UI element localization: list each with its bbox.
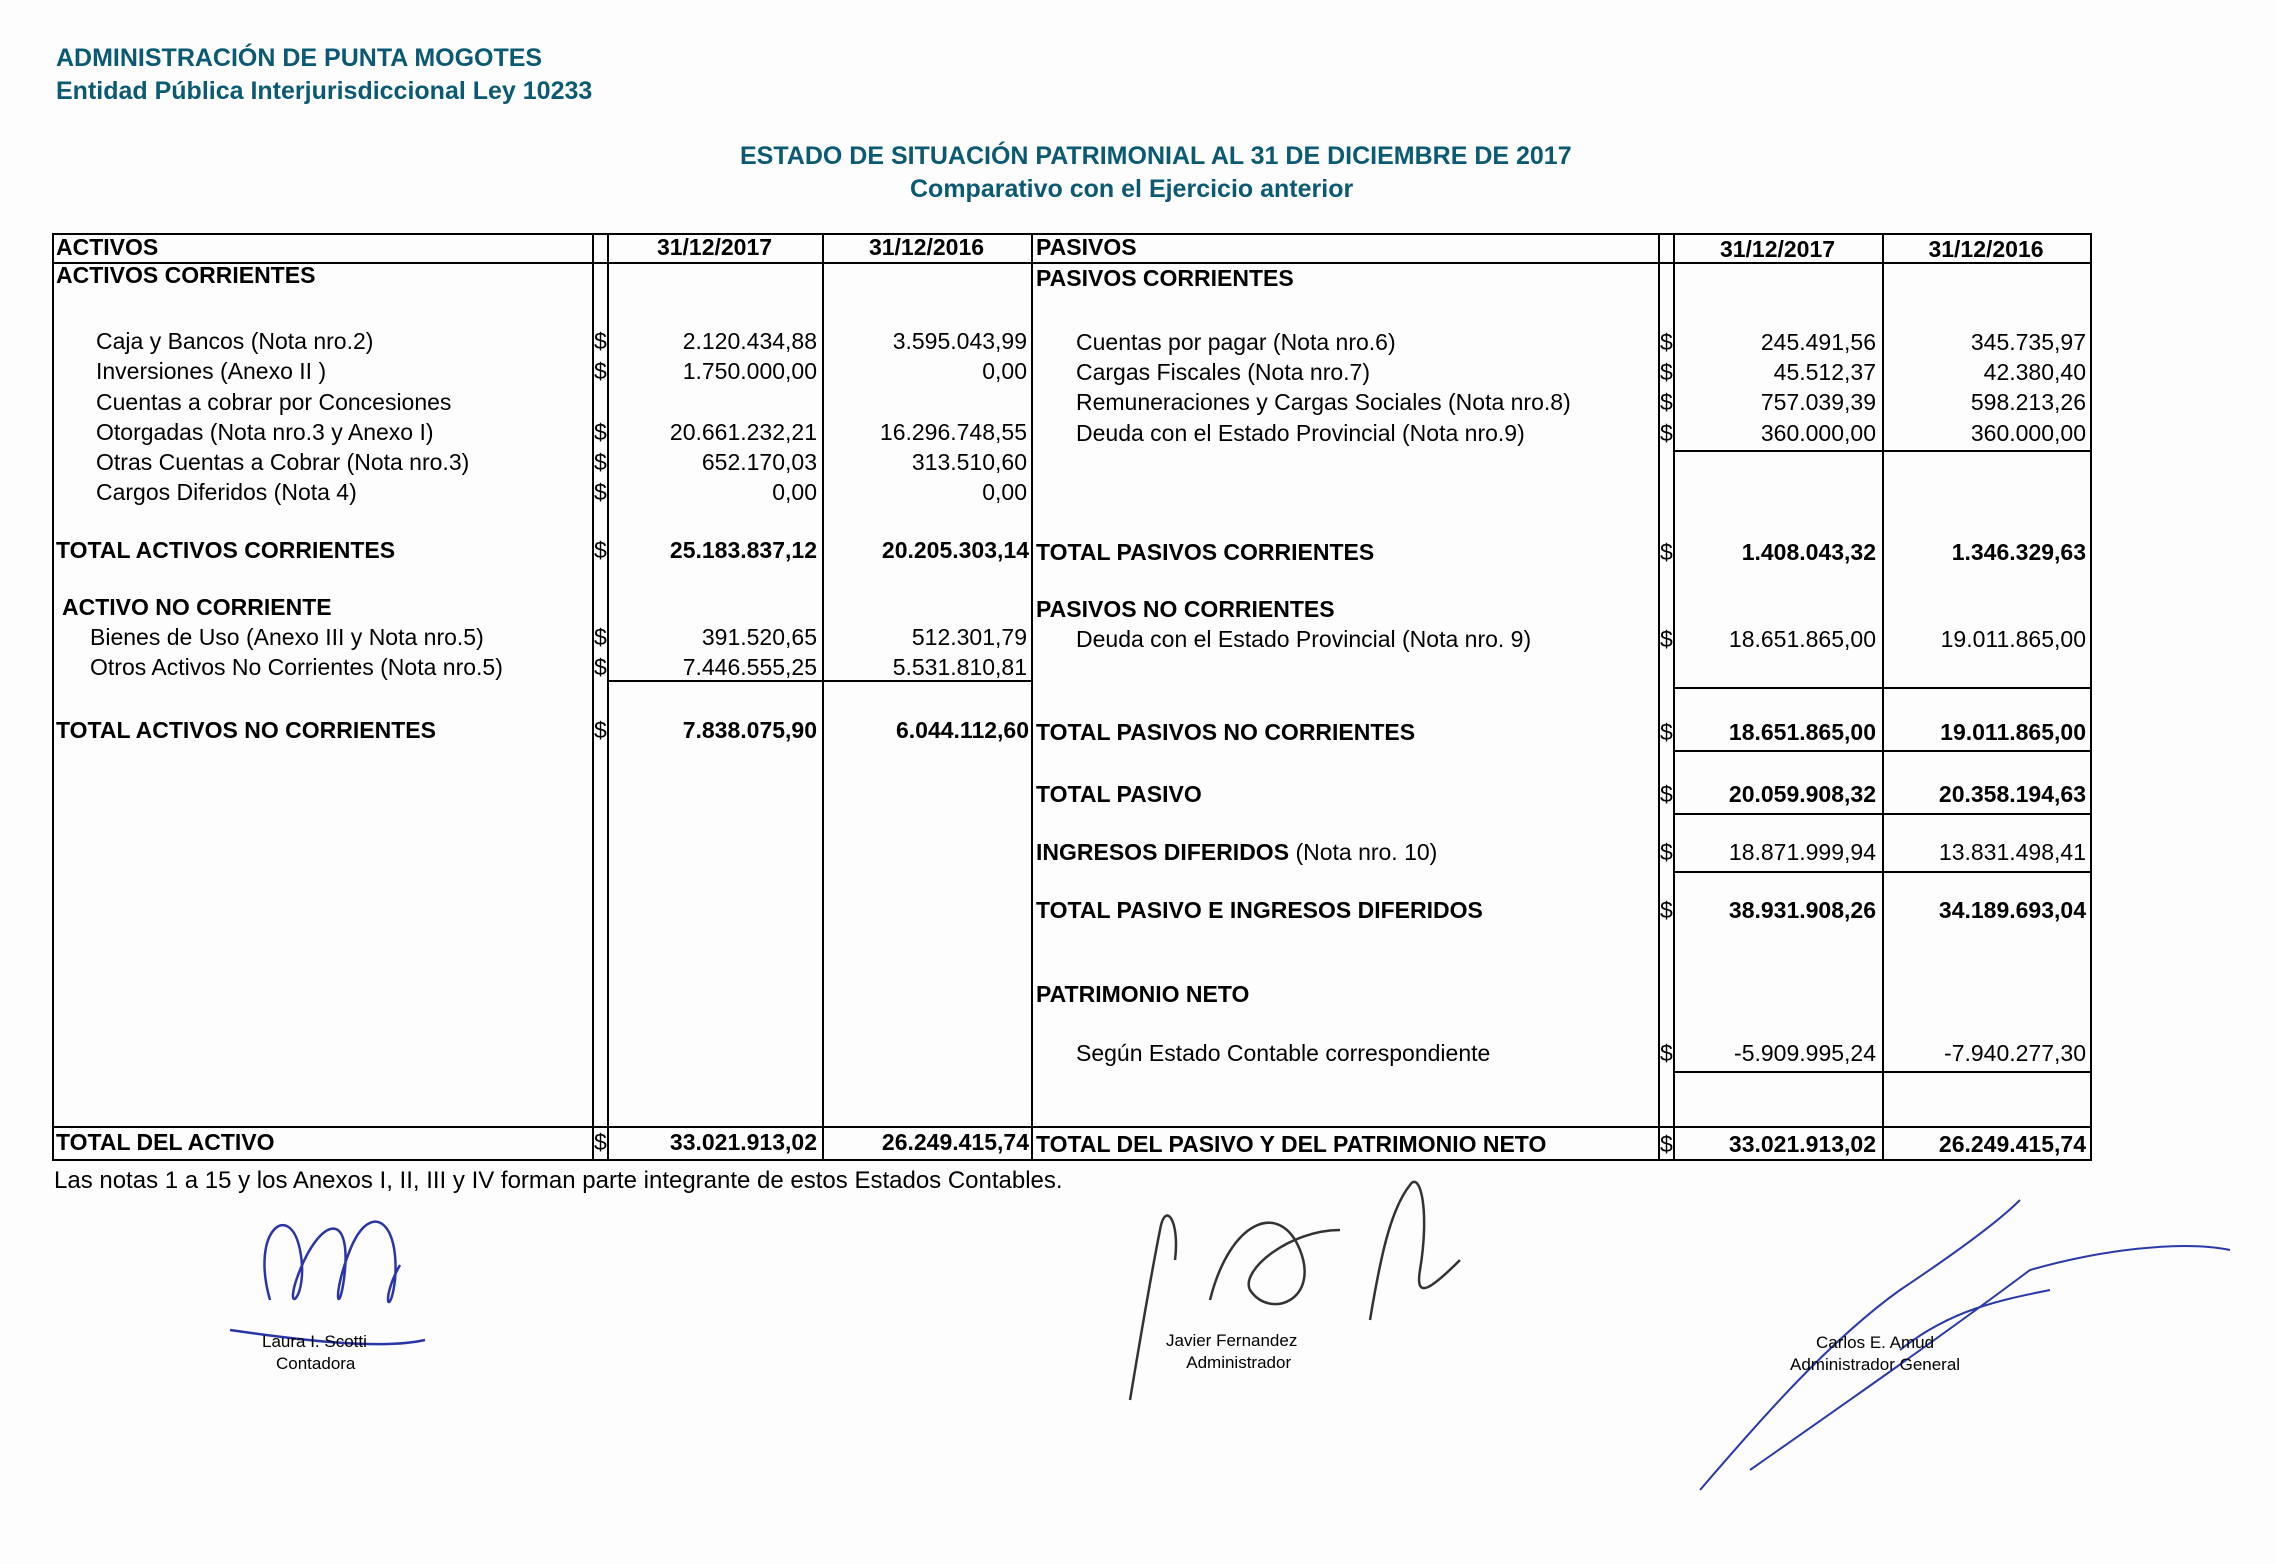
document-subtitle: Comparativo con el Ejercicio anterior (910, 175, 1354, 203)
value-2016: 598.213,26 (1970, 389, 2086, 415)
currency-symbol: $ (594, 479, 607, 505)
currency-symbol: $ (1660, 420, 1673, 446)
signature-block-administrador-general (1790, 1332, 1960, 1376)
currency-symbol: $ (594, 717, 607, 743)
signature-scotti (230, 1222, 425, 1344)
row-label: Cuentas a cobrar por Concesiones (96, 389, 452, 415)
currency-symbol: $ (1660, 1131, 1673, 1157)
signer-name: Carlos E. Amud (1815, 1333, 1935, 1352)
row-label: Cuentas por pagar (Nota nro.6) (1076, 329, 1396, 355)
signer-name: Javier Fernandez (1166, 1331, 1298, 1350)
pasivos-heading: PASIVOS (1036, 234, 1137, 260)
currency-symbol: $ (594, 419, 607, 445)
signer-role: Administrador (1186, 1353, 1292, 1372)
activos-col-2016: 31/12/2016 (868, 234, 985, 260)
value-2016: 19.011.865,00 (1940, 719, 2086, 745)
currency-symbol: $ (1660, 389, 1673, 415)
currency-symbol: $ (1660, 539, 1673, 565)
currency-symbol: $ (1660, 897, 1673, 923)
row-label: TOTAL PASIVOS CORRIENTES (1036, 539, 1375, 565)
row-label: Inversiones (Anexo II ) (96, 358, 327, 384)
signature-block-administrador (1166, 1330, 1297, 1374)
value-2017: 45.512,37 (1773, 359, 1876, 385)
row-label: Otorgadas (Nota nro.3 y Anexo I) (96, 419, 434, 445)
currency-symbol: $ (594, 328, 607, 354)
value-2017: 18.651.865,00 (1728, 626, 1876, 652)
currency-symbol: $ (1660, 329, 1673, 355)
value-2017: 20.661.232,21 (669, 419, 817, 445)
currency-symbol: $ (1660, 719, 1673, 745)
value-2016: 13.831.498,41 (1938, 839, 2086, 865)
row-label: TOTAL PASIVOS NO CORRIENTES (1036, 719, 1416, 745)
value-2017: 2.120.434,88 (682, 328, 817, 354)
currency-symbol: $ (594, 537, 607, 563)
ingresos-diferidos-label: INGRESOS DIFERIDOS (1036, 839, 1290, 865)
signature-amud (1700, 1200, 2230, 1490)
value-2017: 360.000,00 (1760, 420, 1876, 446)
org-subtitle: Entidad Pública Interjurisdiccional Ley 10233 (56, 77, 593, 105)
value-2017: 391.520,65 (701, 624, 817, 650)
row-label: Otros Activos No Corrientes (Nota nro.5) (90, 654, 503, 680)
currency-symbol: $ (1660, 839, 1673, 865)
row-label: Caja y Bancos (Nota nro.2) (96, 328, 374, 354)
activos-col-2017: 31/12/2017 (656, 234, 773, 260)
value-2016: 1.346.329,63 (1951, 539, 2086, 565)
value-2016: 20.358.194,63 (1938, 781, 2086, 807)
row-label: Bienes de Uso (Anexo III y Nota nro.5) (90, 624, 484, 650)
row-label: TOTAL PASIVO (1036, 781, 1202, 807)
currency-symbol: $ (1660, 1040, 1673, 1066)
patrimonio-neto-heading: PATRIMONIO NETO (1036, 981, 1250, 1007)
value-2016: 360.000,00 (1970, 420, 2086, 446)
currency-symbol: $ (1660, 626, 1673, 652)
value-2017: 245.491,56 (1760, 329, 1876, 355)
value-2016: 0,00 (982, 479, 1027, 505)
value-2017: 652.170,03 (701, 449, 817, 475)
value-2016: 19.011.865,00 (1940, 626, 2086, 652)
signer-role: Administrador General (1790, 1355, 1961, 1374)
value-2016: 0,00 (982, 358, 1027, 384)
row-label: TOTAL ACTIVOS CORRIENTES (56, 537, 396, 563)
currency-symbol: $ (594, 654, 607, 680)
value-2016: 16.296.748,55 (879, 419, 1027, 445)
value-2016: 3.595.043,99 (892, 328, 1027, 354)
value-2016: 512.301,79 (911, 624, 1027, 650)
org-name: ADMINISTRACIÓN DE PUNTA MOGOTES (56, 44, 543, 72)
value-2016: 34.189.693,04 (1938, 897, 2086, 923)
value-2017: 757.039,39 (1760, 389, 1876, 415)
pasivos-corrientes-heading: PASIVOS CORRIENTES (1036, 265, 1294, 291)
currency-symbol: $ (1660, 359, 1673, 385)
notes-text: Las notas 1 a 15 y los Anexos I, II, III y IV forman parte integrante de estos Estados Contables. (54, 1167, 1063, 1194)
row-label: TOTAL PASIVO E INGRESOS DIFERIDOS (1036, 897, 1483, 923)
value-2016: 20.205.303,14 (881, 537, 1029, 563)
value-2017: 18.651.865,00 (1728, 719, 1876, 745)
ingresos-diferidos-note: (Nota nro. 10) (1295, 839, 1438, 865)
value-2017: 1.408.043,32 (1741, 539, 1876, 565)
row-label: Según Estado Contable correspondiente (1076, 1040, 1491, 1066)
value-2017: 25.183.837,12 (669, 537, 817, 563)
row-label: Deuda con el Estado Provincial (Nota nro.9) (1076, 420, 1525, 446)
activos-heading: ACTIVOS (56, 234, 159, 260)
row-label: TOTAL DEL PASIVO Y DEL PATRIMONIO NETO (1036, 1131, 1547, 1157)
value-2017: 0,00 (772, 479, 817, 505)
row-label: TOTAL ACTIVOS NO CORRIENTES (56, 717, 436, 743)
value-2016: 313.510,60 (911, 449, 1027, 475)
signer-name: Laura I. Scotti (262, 1332, 367, 1351)
signer-role: Contadora (276, 1354, 356, 1373)
row-label: Remuneraciones y Cargas Sociales (Nota nro.8) (1076, 389, 1571, 415)
row-label: Otras Cuentas a Cobrar (Nota nro.3) (96, 449, 470, 475)
currency-symbol: $ (594, 358, 607, 384)
currency-symbol: $ (594, 449, 607, 475)
value-2017: 7.838.075,90 (682, 717, 817, 743)
currency-symbol: $ (594, 624, 607, 650)
value-2017: -5.909.995,24 (1734, 1040, 1876, 1066)
row-label: Cargos Diferidos (Nota 4) (96, 479, 357, 505)
currency-symbol: $ (594, 1129, 607, 1155)
value-2016: 5.531.810,81 (892, 654, 1027, 680)
value-2016: 345.735,97 (1970, 329, 2086, 355)
value-2017: 20.059.908,32 (1728, 781, 1876, 807)
value-2016: 6.044.112,60 (895, 717, 1029, 743)
row-label: Deuda con el Estado Provincial (Nota nro. 9) (1076, 626, 1532, 652)
value-2017: 18.871.999,94 (1728, 839, 1876, 865)
value-2016: 26.249.415,74 (1938, 1131, 2086, 1157)
value-2016: 42.380,40 (1983, 359, 2086, 385)
value-2016: 26.249.415,74 (881, 1129, 1029, 1155)
pasivos-no-corrientes-heading: PASIVOS NO CORRIENTES (1036, 596, 1335, 622)
activos-corrientes-heading: ACTIVOS CORRIENTES (56, 262, 316, 288)
document-title: ESTADO DE SITUACIÓN PATRIMONIAL AL 31 DE DICIEMBRE DE 2017 (740, 142, 1572, 170)
row-label: TOTAL DEL ACTIVO (56, 1129, 275, 1155)
value-2017: 38.931.908,26 (1728, 897, 1876, 923)
currency-symbol: $ (1660, 781, 1673, 807)
activo-no-corriente-heading: ACTIVO NO CORRIENTE (62, 594, 332, 620)
row-label: Cargas Fiscales (Nota nro.7) (1076, 359, 1370, 385)
value-2017: 7.446.555,25 (682, 654, 817, 680)
value-2016: -7.940.277,30 (1944, 1040, 2086, 1066)
value-2017: 33.021.913,02 (669, 1129, 817, 1155)
signature-block-contadora (262, 1331, 367, 1375)
pasivos-col-2016: 31/12/2016 (1928, 236, 2044, 262)
value-2017: 33.021.913,02 (1728, 1131, 1876, 1157)
value-2017: 1.750.000,00 (682, 358, 817, 384)
pasivos-col-2017: 31/12/2017 (1719, 236, 1836, 262)
